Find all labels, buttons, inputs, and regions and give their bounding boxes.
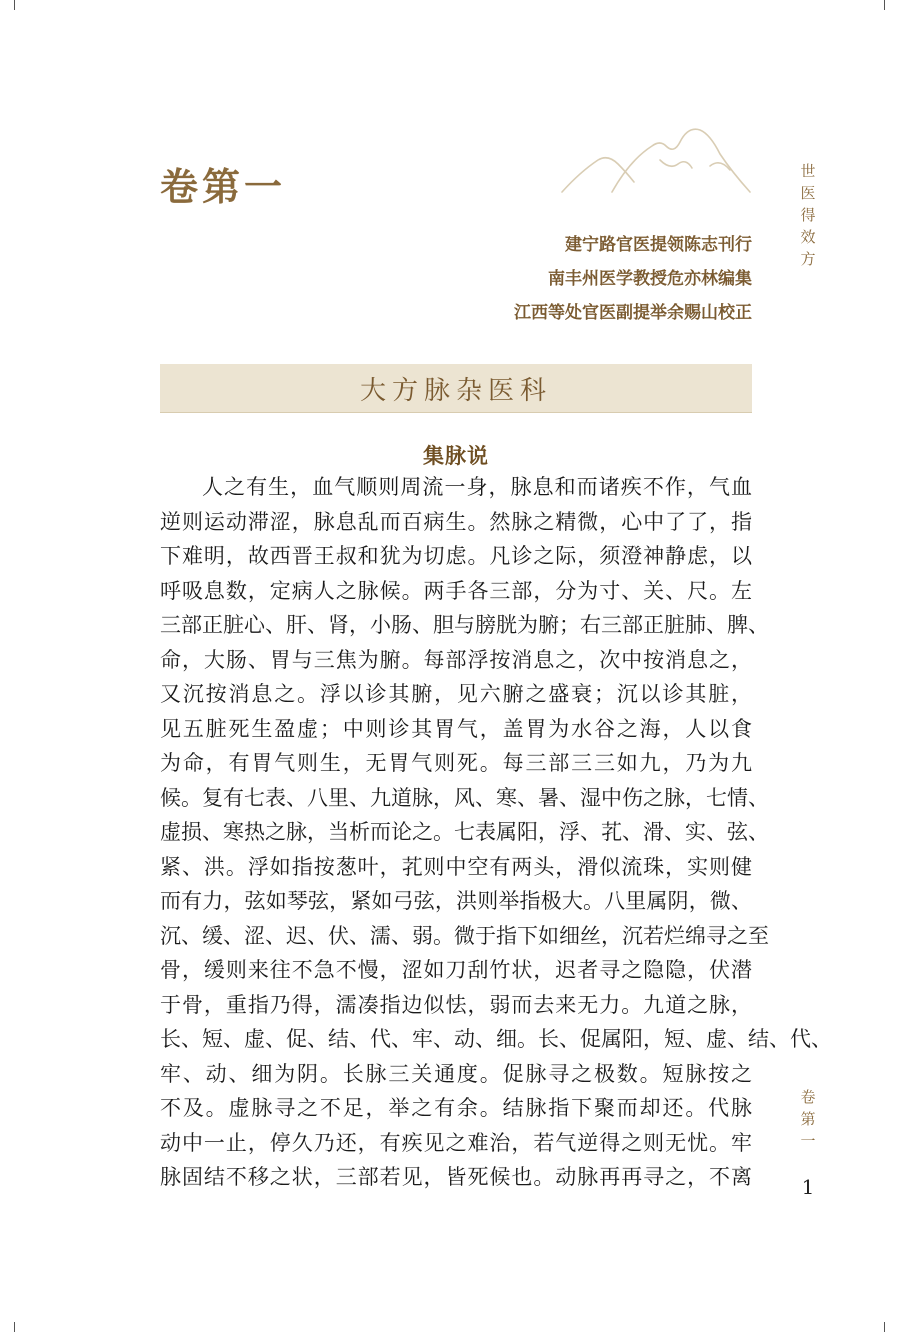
text-line: 脉固结不移之状，三部若见，皆死候也。动脉再再寻之，不离 xyxy=(160,1165,752,1189)
side-char: 世 xyxy=(800,162,816,180)
running-chapter-title xyxy=(796,1086,820,1152)
crop-mark-top-left xyxy=(14,0,15,10)
text-line: 于骨，重指乃得，濡凑指边似怯，弱而去来无力。九道之脉， xyxy=(160,992,752,1017)
text-line: 紧、洪。浮如指按葱叶，芤则中空有两头，滑似流珠，实则健 xyxy=(160,854,752,879)
side-char: 第 xyxy=(800,1110,816,1128)
mountain-decoration-icon xyxy=(560,120,760,200)
credit-line: 南丰州医学教授危亦林编集 xyxy=(548,269,752,289)
credit-line: 建宁路官医提领陈志刊行 xyxy=(565,235,752,255)
running-book-title xyxy=(796,160,820,270)
section-banner xyxy=(160,364,752,413)
side-char: 得 xyxy=(800,206,816,224)
text-line: 呼吸息数，定病人之脉候。两手各三部，分为寸、关、尺。左 xyxy=(160,578,752,603)
credit-line: 江西等处官医副提举余赐山校正 xyxy=(514,303,752,323)
text-line: 逆则运动滞涩，脉息乱而百病生。然脉之精微，心中了了，指 xyxy=(160,509,752,534)
text-line: 而有力，弦如琴弦，紧如弓弦，洪则举指极大。八里属阴，微、 xyxy=(160,889,752,913)
text-line: 见五脏死生盈虚；中则诊其胃气，盖胃为水谷之海，人以食 xyxy=(160,716,752,741)
crop-mark-bottom-left xyxy=(14,1322,15,1332)
text-line: 长、短、虚、促、结、代、牢、动、细。长、促属阳，短、虚、结、代、 xyxy=(160,1027,832,1051)
text-line: 人之有生，血气顺则周流一身，脉息和而诸疾不作，气血 xyxy=(202,475,752,499)
text-line: 动中一止，停久乃还，有疾见之难治，若气逆得之则无忧。牢 xyxy=(160,1130,752,1155)
side-char: 方 xyxy=(800,250,816,268)
crop-mark-bottom-right xyxy=(884,1322,885,1332)
text-line: 候。复有七表、八里、九道脉，风、寒、暑、湿中伤之脉，七情、 xyxy=(160,785,769,810)
text-line: 三部正脏心、肝、肾，小肠、胆与膀胱为腑；右三部正脏肺、脾、 xyxy=(160,613,769,637)
text-line: 不及。虚脉寻之不足，举之有余。结脉指下聚而却还。代脉 xyxy=(160,1096,752,1120)
body-text xyxy=(160,470,832,1195)
credits xyxy=(514,228,752,330)
sub-title: 集脉说 xyxy=(423,443,489,468)
side-char: 效 xyxy=(800,228,816,246)
text-line: 沉、缓、涩、迟、伏、濡、弱。微于指下如细丝，沉若烂绵寻之至 xyxy=(160,923,769,948)
text-line: 又沉按消息之。浮以诊其腑，见六腑之盛衰；沉以诊其脏， xyxy=(160,682,752,706)
side-char: 一 xyxy=(800,1132,816,1150)
text-line: 骨，缓则来往不急不慢，涩如刀刮竹状，迟者寻之隐隐，伏潜 xyxy=(160,958,752,982)
section-title: 大方脉杂医科 xyxy=(359,375,552,406)
crop-mark-top-right xyxy=(884,0,885,10)
text-line: 下难明，故西晋王叔和犹为切虑。凡诊之际，须澄神静虑，以 xyxy=(160,544,752,568)
side-char: 医 xyxy=(800,184,816,202)
text-line: 命，大肠、胃与三焦为腑。每部浮按消息之，次中按消息之， xyxy=(160,647,752,672)
text-line: 为命，有胃气则生，无胃气则死。每三部三三如九，乃为九 xyxy=(160,751,752,775)
text-line: 牢、动、细为阴。长脉三关通度。促脉寻之极数。短脉按之 xyxy=(160,1061,752,1086)
text-line: 虚损、寒热之脉，当析而论之。七表属阳，浮、芤、滑、实、弦、 xyxy=(160,820,769,844)
chapter-title: 卷第一 xyxy=(160,164,287,209)
side-char: 卷 xyxy=(800,1088,816,1106)
page-number: 1 xyxy=(801,1175,815,1199)
